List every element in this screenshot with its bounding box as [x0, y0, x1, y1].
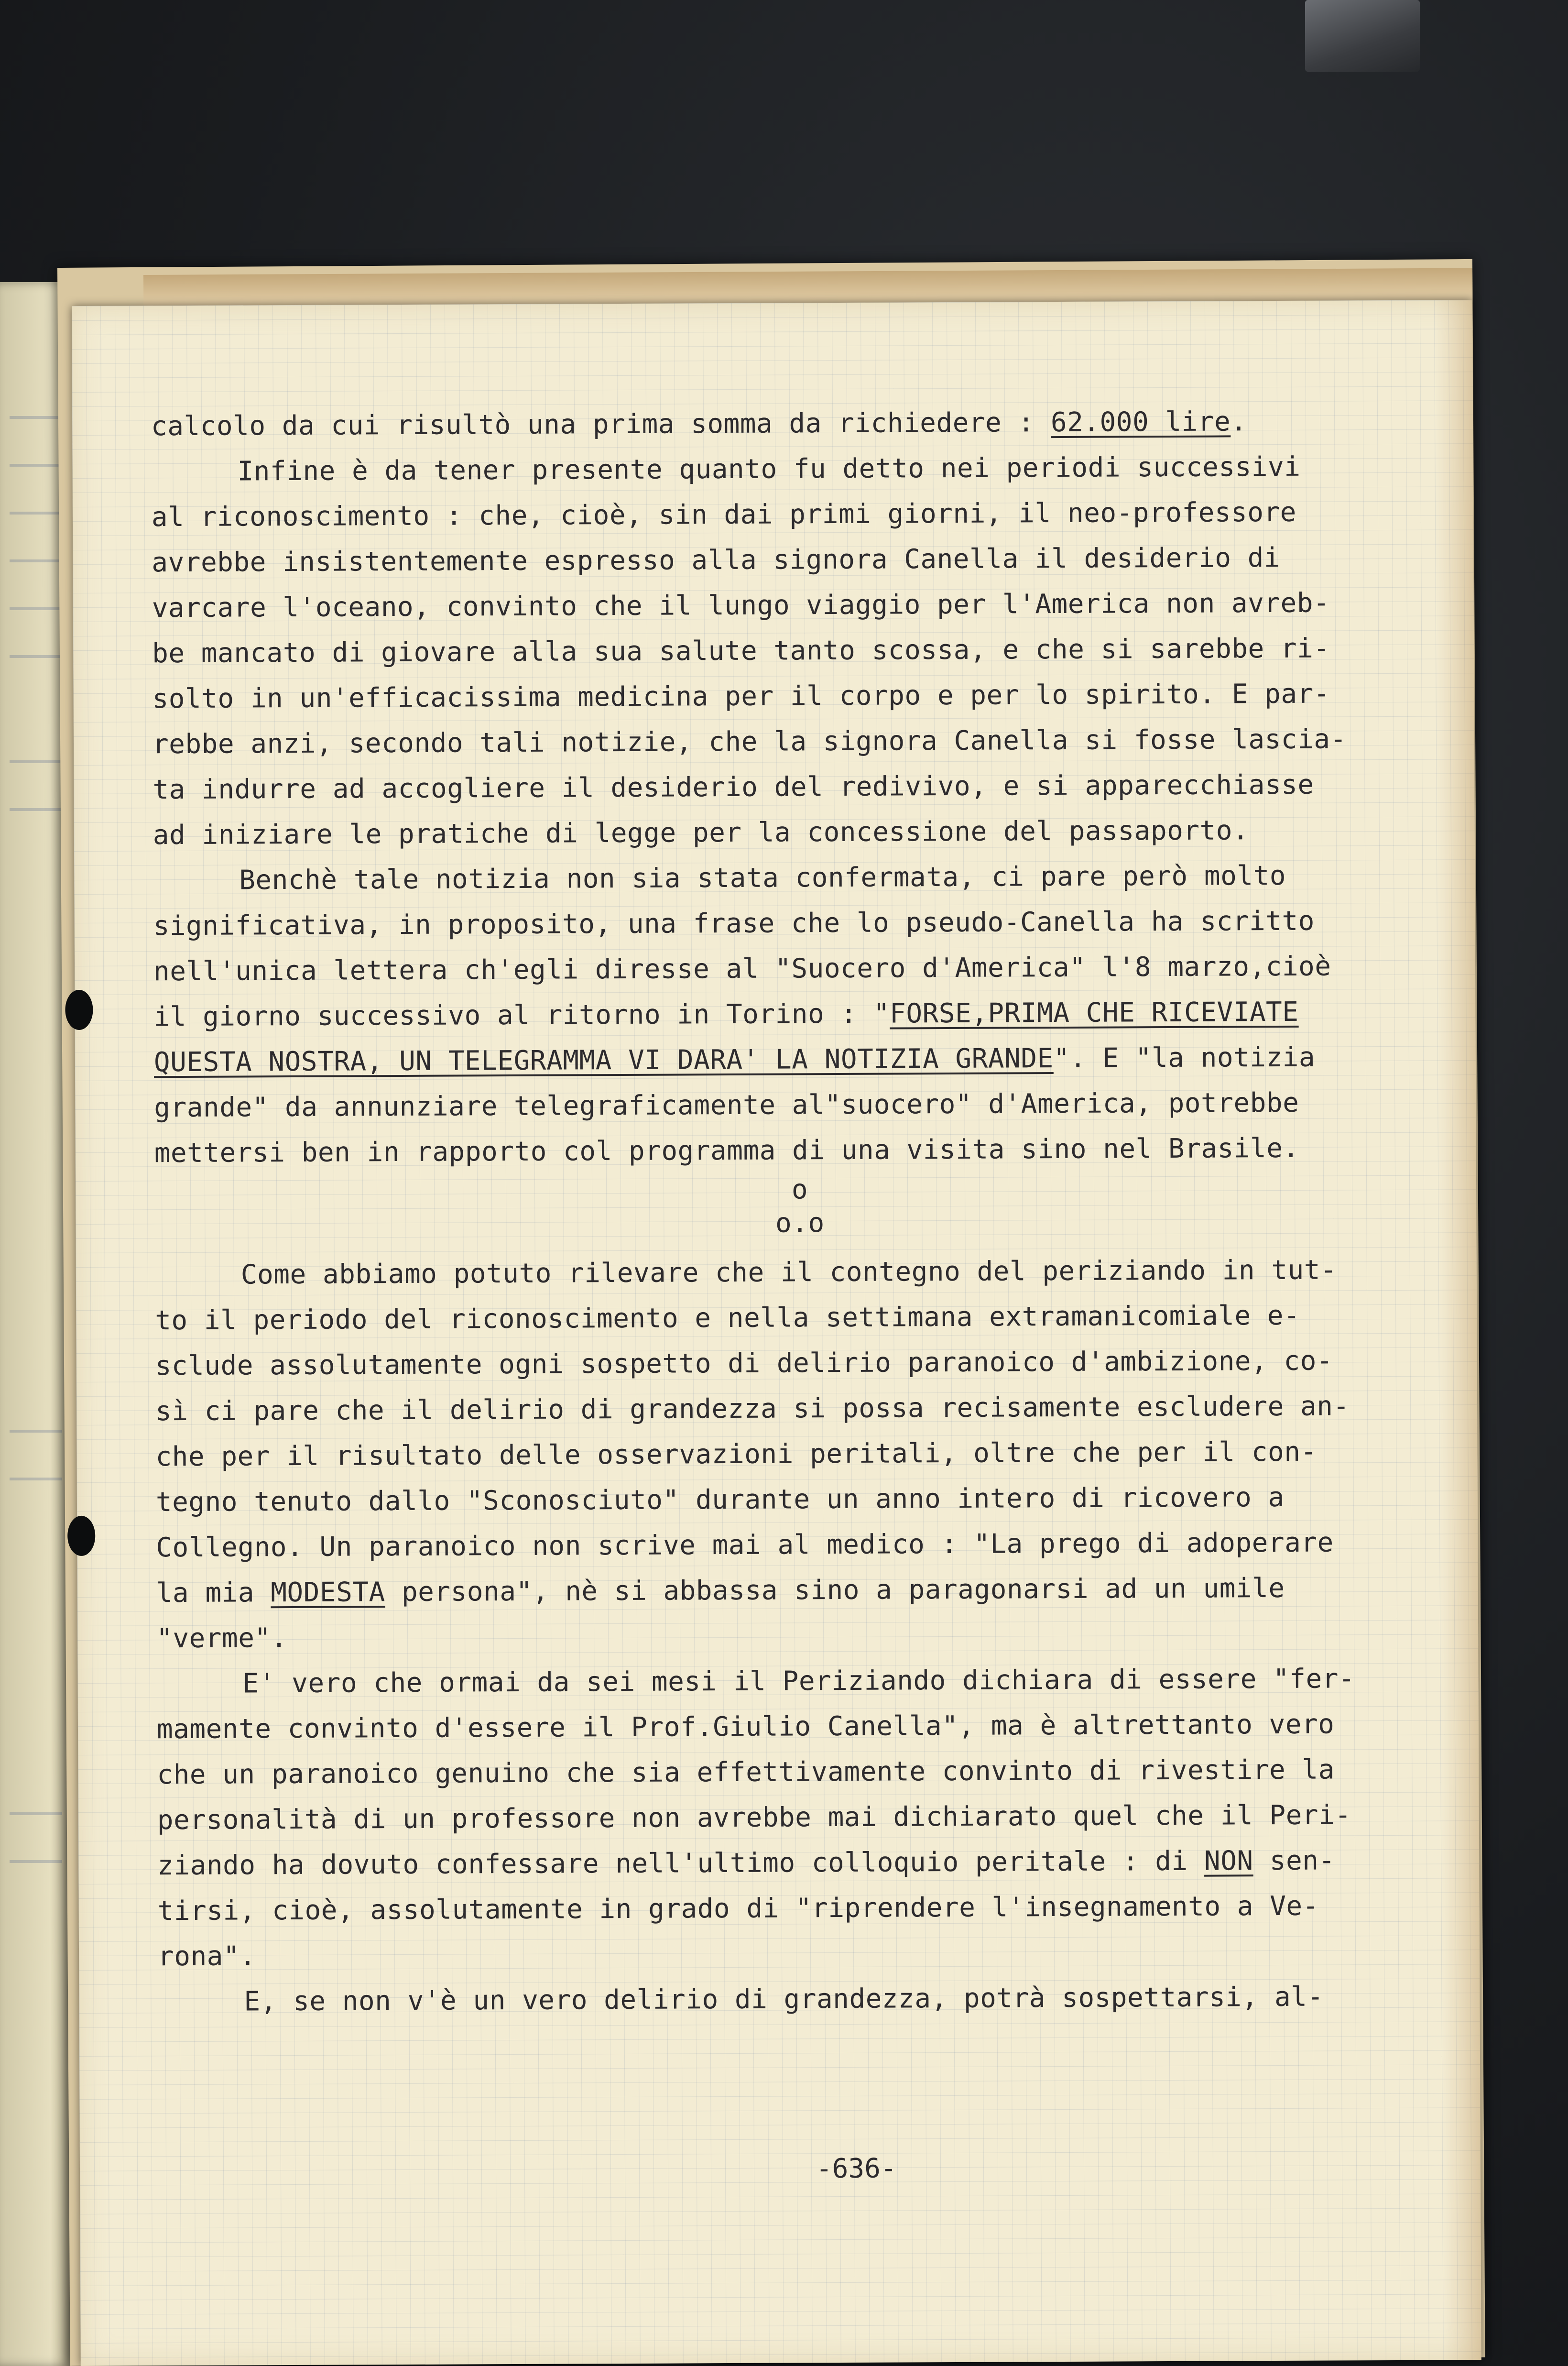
text-line: "verme".: [156, 1622, 288, 1654]
page-number: -636-: [816, 2153, 897, 2185]
underlined-quote: QUESTA NOSTRA, UN TELEGRAMMA VI DARA' LA NOTIZIA GRANDE: [153, 1043, 1054, 1078]
text-line: sì ci pare che il delirio di grandezza si possa recisamente escludere an-: [155, 1391, 1350, 1427]
text-line: grande" da annunziare telegraficamente al"suocero" d'America, potrebbe: [154, 1087, 1299, 1124]
text-line: sclude assolutamente ogni sospetto di delirio paranoico d'ambizione, co-: [155, 1345, 1333, 1382]
text-line: to il periodo del riconoscimento e nella settimana extramanicomiale e-: [155, 1300, 1300, 1336]
text-line: QUESTA NOSTRA, UN TELEGRAMMA VI DARA' LA NOTIZIA GRANDE". E "la notizia: [153, 1041, 1316, 1078]
text-line: rona".: [157, 1940, 256, 1972]
scanner-corner-object: [1305, 0, 1420, 72]
text-line: E, se non v'è un vero delirio di grandezza, potrà sospettarsi, al-: [244, 1981, 1324, 2017]
section-separator: o: [791, 1174, 808, 1205]
text-line: tegno tenuto dallo "Sconosciuto" durante un anno intero di ricovero a: [155, 1481, 1285, 1518]
text-line: Come abbiamo potuto rilevare che il contegno del periziando in tut-: [240, 1254, 1337, 1291]
text-line: significativa, in proposito, una frase che lo pseudo-Canella ha scritto: [153, 905, 1315, 942]
text-line: il giorno successivo al ritorno in Torino : "FORSE,PRIMA CHE RICEVIATE: [153, 996, 1299, 1033]
text-line: ta indurre ad accogliere il desiderio del redivivo, e si apparecchiasse: [152, 769, 1314, 806]
text-line: Benchè tale notizia non sia stata confermata, ci pare però molto: [239, 860, 1286, 896]
text-line: avrebbe insistentemente espresso alla signora Canella il desiderio di: [152, 542, 1281, 579]
text-line: mettersi ben in rapporto col programma di una visita sino nel Brasile.: [154, 1132, 1299, 1169]
text-line: la mia MODESTA persona", nè si abbassa sino a paragonarsi ad un umile: [156, 1572, 1285, 1609]
text-line: ad iniziare le pratiche di legge per la concessione del passaporto.: [152, 815, 1249, 851]
text-line: be mancato di giovare alla sua salute tanto scossa, e che si sarebbe ri-: [152, 633, 1330, 669]
text-line: che per il risultato delle osservazioni peritali, oltre che per il con-: [155, 1436, 1317, 1473]
text-line: solto in un'efficacissima medicina per il corpo e per lo spirito. E par-: [152, 678, 1330, 715]
page-body: [151, 398, 1449, 2025]
text-line: che un paranoico genuino che sia effettivamente convinto di rivestire la: [157, 1754, 1335, 1791]
section-separator: o.o: [775, 1207, 825, 1239]
punch-hole-lower: [67, 1516, 95, 1556]
underlined-word: MODESTA: [271, 1577, 385, 1609]
text-line: al riconoscimento : che, cioè, sin dai primi giorni, il neo-professore: [151, 496, 1297, 533]
punch-hole-upper: [65, 990, 93, 1030]
text-line: varcare l'oceano, convinto che il lungo viaggio per l'America non avreb-: [152, 587, 1330, 624]
text-line: rebbe anzi, secondo tali notizie, che la signora Canella si fosse lascia-: [152, 723, 1347, 760]
underlined-amount: 62.000 lire: [1050, 406, 1231, 438]
text-line: nell'unica lettera ch'egli diresse al "Suocero d'America" l'8 marzo,cioè: [153, 951, 1331, 987]
typewritten-page: [72, 300, 1481, 2366]
text-line: tirsi, cioè, assolutamente in grado di "riprendere l'insegnamento a Ve-: [157, 1890, 1319, 1927]
text-line: Infine è da tener presente quanto fu detto nei periodi successivi: [237, 451, 1301, 487]
text-line: ziando ha dovuto confessare nell'ultimo colloquio peritale : di NON sen-: [157, 1845, 1335, 1882]
text-line: calcolo da cui risultò una prima somma da richiedere : 62.000 lire.: [151, 406, 1247, 442]
underlined-word: NON: [1204, 1845, 1253, 1877]
text-line: mamente convinto d'essere il Prof.Giulio Canella", ma è altrettanto vero: [156, 1709, 1335, 1745]
underlined-quote: FORSE,PRIMA CHE RICEVIATE: [890, 996, 1299, 1030]
text-line: personalità di un professore non avrebbe mai dichiarato quel che il Peri-: [157, 1799, 1351, 1836]
text-line: Collegno. Un paranoico non scrive mai al medico : "La prego di adoperare: [156, 1527, 1334, 1564]
text-line: E' vero che ormai da sei mesi il Periziando dichiara di essere "fer-: [242, 1663, 1355, 1699]
